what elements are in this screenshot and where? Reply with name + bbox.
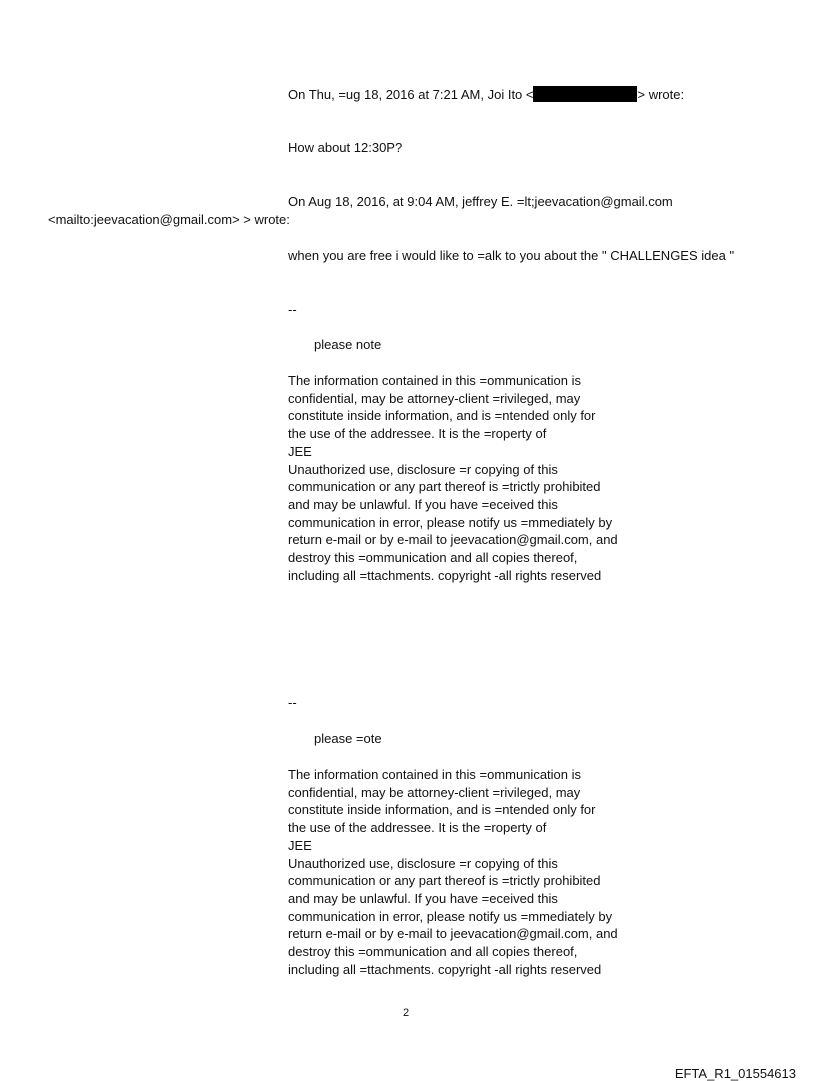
reply-line: How about 12:30P? [288, 140, 403, 155]
notice-line: communication or any part thereof is =trictly prohibited [288, 873, 601, 889]
notice-line: the use of the addressee. It is the =roperty of [288, 820, 547, 836]
header-line [288, 86, 684, 103]
notice-line: return e-mail or by e-mail to jeevacation@gmail.com, and [288, 532, 618, 548]
notice-line: constitute inside information, and is =ntended only for [288, 408, 596, 424]
notice-line: Unauthorized use, disclosure =r copying of this [288, 461, 558, 477]
notice-line: communication or any part thereof is =trictly prohibited [288, 479, 601, 495]
notice-line: Unauthorized use, disclosure =r copying of this [288, 855, 558, 871]
header-line-prefix: On Thu, =ug 18, 2016 at 7:21 AM, Joi Ito < [288, 87, 534, 102]
notice-line: JEE [288, 443, 312, 459]
notice-line: JEE [288, 837, 312, 853]
notice-line: communication in error, please notify us =mmediately by [288, 514, 613, 530]
notice-line: including all =ttachments. copyright -all rights reserved [288, 961, 602, 977]
page-number: 2 [403, 1007, 410, 1019]
notice-line: and may be unlawful. If you have =eceived this [288, 890, 558, 906]
notice-line: destroy this =ommunication and all copies thereof, [288, 944, 578, 960]
notice-line: the use of the addressee. It is the =roperty of [288, 426, 547, 442]
notice-line: communication in error, please notify us =mmediately by [288, 908, 613, 924]
notice-line: The information contained in this =ommunication is [288, 767, 582, 782]
redaction-box [533, 86, 637, 102]
quote-line-1: On Aug 18, 2016, at 9:04 AM, jeffrey E. =lt;jeevacation@gmail.com [288, 194, 673, 209]
separator-dashes: -- [288, 695, 297, 710]
notice-line: The information contained in this =ommunication is [288, 373, 582, 388]
notice-title: please =ote [314, 731, 382, 746]
notice-line: confidential, may be attorney-client =rivileged, may [288, 390, 581, 406]
notice-line: including all =ttachments. copyright -all rights reserved [288, 567, 602, 583]
notice-title: please note [314, 337, 382, 352]
quote-line-2: <mailto:jeevacation@gmail.com> > wrote: [48, 212, 290, 227]
separator-dashes: -- [288, 302, 297, 317]
document-id: EFTA_R1_01554613 [674, 1066, 796, 1081]
confidentiality-notice [288, 372, 618, 584]
confidentiality-notice [288, 766, 618, 978]
message-line: when you are free i would like to =alk to you about the " CHALLENGES idea " [288, 248, 735, 263]
header-line-suffix: > wrote: [637, 87, 685, 102]
notice-line: and may be unlawful. If you have =eceived this [288, 496, 558, 512]
notice-line: return e-mail or by e-mail to jeevacation@gmail.com, and [288, 926, 618, 942]
notice-line: destroy this =ommunication and all copies thereof, [288, 550, 578, 566]
notice-line: constitute inside information, and is =ntended only for [288, 802, 596, 818]
notice-line: confidential, may be attorney-client =rivileged, may [288, 784, 581, 800]
